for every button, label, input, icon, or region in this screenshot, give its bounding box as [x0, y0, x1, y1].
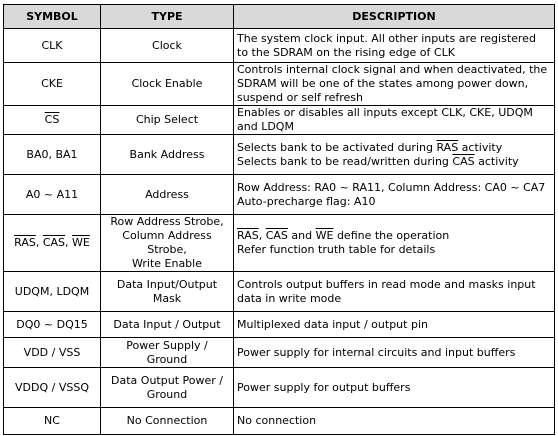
description-overlined: $\overline{CAS}$ [265, 229, 288, 242]
symbol-overlined: $\overline{WE}$ [72, 236, 90, 249]
type-cell: Power Supply / Ground [101, 338, 234, 368]
type-line: Column Address Strobe, [122, 229, 212, 256]
type-line: Ground [146, 387, 188, 401]
type-cell: Clock Enable [101, 63, 234, 106]
symbol-cell: VDD / VSS [4, 338, 101, 368]
table-row [4, 135, 555, 175]
symbol-cell: UDQM, LDQM [4, 272, 101, 312]
type-cell: Bank Address [101, 135, 234, 175]
symbol-overlined: $\overline{CAS}$ [42, 236, 66, 249]
table-row [4, 408, 555, 435]
type-cell: No Connection [101, 408, 234, 435]
symbol-cell: CKE [4, 63, 101, 106]
description-text: activity [458, 140, 503, 154]
description-line: Auto-precharge flag: A10 [237, 194, 376, 208]
description-text: , [258, 229, 266, 242]
symbol-cell: NC [4, 408, 101, 435]
description-cell: The system clock input. All other inputs are registered to the SDRAM on the rising edge of CLK [234, 29, 555, 63]
description-cell: Enables or disables all inputs except CLK, CKE, UDQM and LDQM [234, 106, 555, 135]
symbol-cell: CLK [4, 29, 101, 63]
table-row [4, 29, 555, 63]
type-cell: Data Input/Output Mask [101, 272, 234, 312]
description-overlined: $\overline{RAS}$ [237, 229, 259, 242]
table-row [4, 338, 555, 368]
symbol-overlined: $\overline{CS}$ [44, 113, 60, 126]
table-row [4, 368, 555, 408]
description-text: Selects bank to be activated during [237, 140, 437, 154]
symbol-cell [4, 215, 101, 272]
type-cell: Clock [101, 29, 234, 63]
table-row [4, 272, 555, 312]
description-overlined: $\overline{WE}$ [315, 229, 334, 242]
table-row [4, 312, 555, 338]
type-line: Data Output Power / [111, 373, 223, 387]
type-cell [101, 215, 234, 272]
description-line: Row Address: RA0 ~ RA11, Column Address: CA0 ~ CA7 [237, 180, 546, 194]
description-cell: Power supply for output buffers [234, 368, 555, 408]
description-text: and [287, 229, 316, 242]
symbol-cell [4, 106, 101, 135]
description-line [237, 155, 550, 169]
type-line: Row Address Strobe, [110, 215, 224, 228]
description-cell [234, 135, 555, 175]
description-cell: Multiplexed data input / output pin [234, 312, 555, 338]
symbol-cell: A0 ~ A11 [4, 175, 101, 215]
header-row [4, 5, 555, 29]
table-row [4, 215, 555, 272]
symbol-text: , [35, 236, 43, 249]
description-text: define the operation [333, 229, 450, 242]
table-row [4, 175, 555, 215]
type-cell [101, 368, 234, 408]
symbol-text: , [65, 236, 73, 249]
symbol-cell: VDDQ / VSSQ [4, 368, 101, 408]
description-text: Selects bank to be read/written during [237, 154, 453, 168]
table-row [4, 63, 555, 106]
symbol-overlined: $\overline{RAS}$ [14, 236, 36, 249]
description-line [237, 229, 550, 243]
type-line: Write Enable [131, 257, 202, 270]
description-line: Refer function truth table for details [237, 243, 436, 256]
description-line [237, 141, 550, 155]
symbol-cell: DQ0 ~ DQ15 [4, 312, 101, 338]
description-cell: No connection [234, 408, 555, 435]
header-symbol: SYMBOL [4, 5, 101, 29]
table-row [4, 106, 555, 135]
description-overlined: $\overline{RAS}$ [436, 140, 459, 154]
description-overlined: $\overline{CAS}$ [452, 154, 475, 168]
header-description: DESCRIPTION [234, 5, 555, 29]
description-cell: Controls output buffers in read mode and masks input data in write mode [234, 272, 555, 312]
symbol-cell: BA0, BA1 [4, 135, 101, 175]
description-cell: Controls internal clock signal and when deactivated, the SDRAM will be one of the states among power down, suspend or self refresh [234, 63, 555, 106]
pin-description-table [3, 4, 555, 435]
description-cell [234, 175, 555, 215]
type-cell: Data Input / Output [101, 312, 234, 338]
description-cell [234, 215, 555, 272]
description-text: activity [474, 154, 519, 168]
type-cell: Chip Select [101, 106, 234, 135]
type-cell: Address [101, 175, 234, 215]
header-type: TYPE [101, 5, 234, 29]
description-cell: Power supply for internal circuits and input buffers [234, 338, 555, 368]
